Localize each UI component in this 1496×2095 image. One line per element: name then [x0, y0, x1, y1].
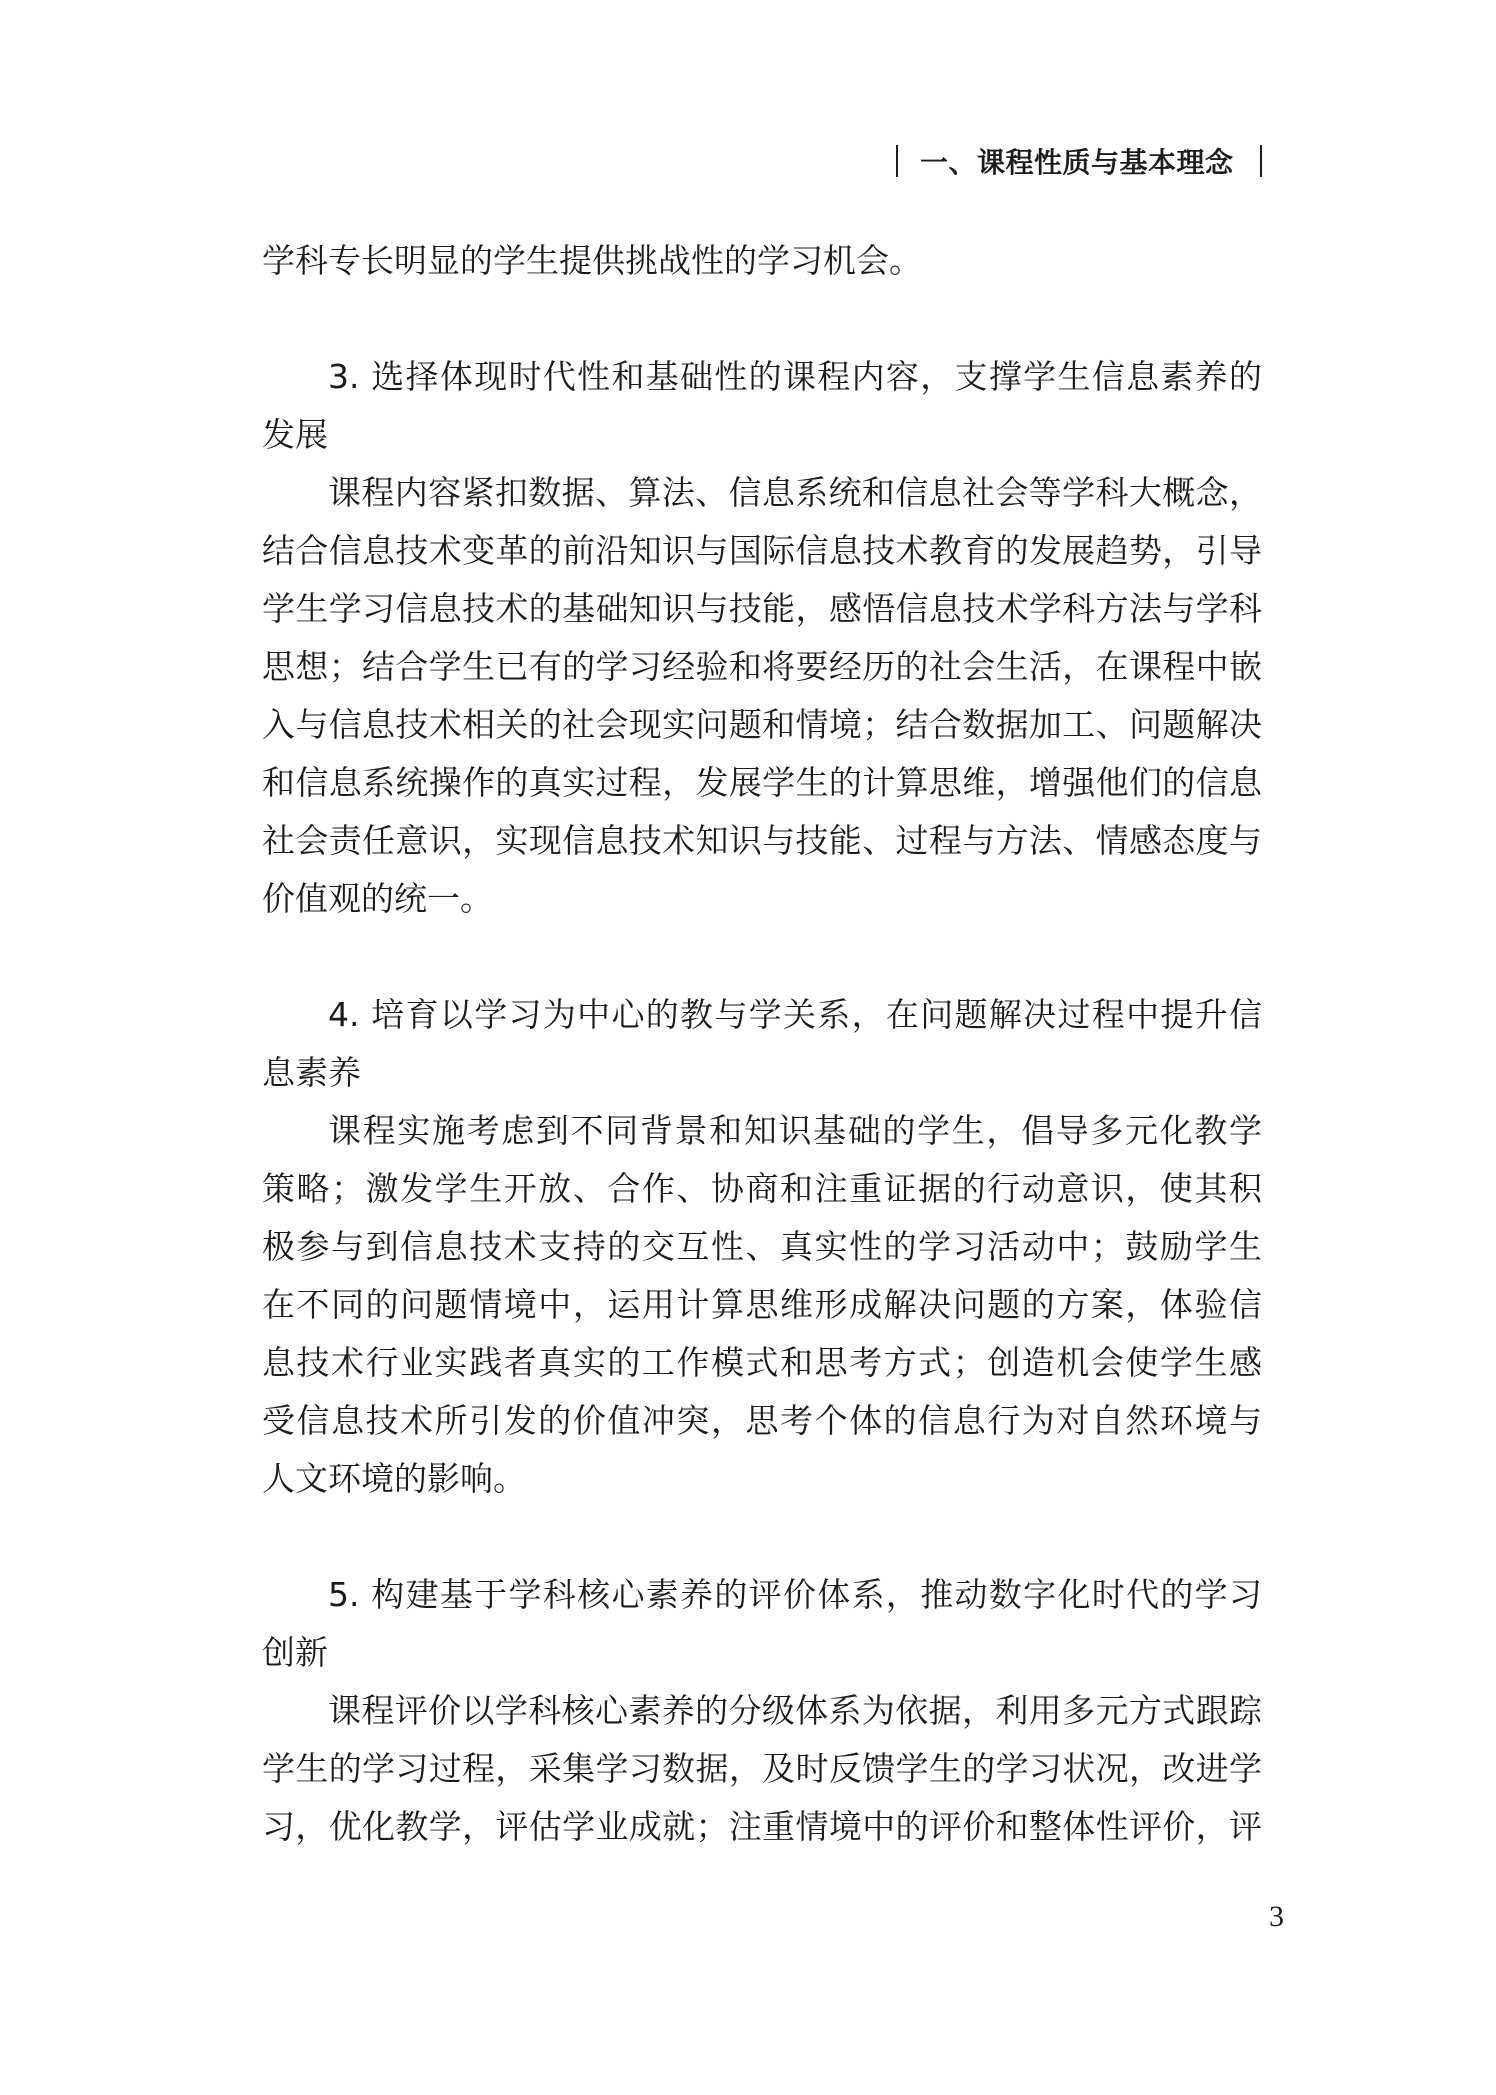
paragraph-line: 息技术行业实践者真实的工作模式和思考方式；创造机会使学生感 — [262, 1343, 1262, 1382]
section-4-heading-line-2: 息素养 — [262, 1053, 361, 1092]
paragraph-line: 思想；结合学生已有的学习经验和将要经历的社会生活，在课程中嵌 — [262, 647, 1262, 686]
paragraph-line: 受信息技术所引发的价值冲突，思考个体的信息行为对自然环境与 — [262, 1401, 1262, 1440]
header-right-rule — [1260, 145, 1262, 177]
section-gap — [262, 1508, 1262, 1566]
section-3-paragraph — [262, 464, 1262, 928]
page-number: 3 — [1269, 1900, 1284, 1933]
section-4-paragraph — [262, 1102, 1262, 1508]
paragraph-line: 学生学习信息技术的基础知识与技能，感悟信息技术学科方法与学科 — [262, 589, 1262, 628]
paragraph-line: 策略；激发学生开放、合作、协商和注重证据的行动意识，使其积 — [262, 1169, 1262, 1208]
paragraph-line: 入与信息技术相关的社会现实问题和情境；结合数据加工、问题解决 — [262, 705, 1262, 744]
header-left-rule — [896, 145, 898, 177]
section-3-heading-line-2: 发展 — [262, 415, 328, 454]
paragraph-line: 社会责任意识，实现信息技术知识与技能、过程与方法、情感态度与 — [262, 821, 1262, 860]
section-gap — [262, 928, 1262, 986]
paragraph-line: 人文环境的影响。 — [262, 1459, 526, 1498]
paragraph-line: 结合信息技术变革的前沿知识与国际信息技术教育的发展趋势，引导 — [262, 531, 1262, 570]
paragraph-line: 价值观的统一。 — [262, 879, 493, 918]
section-5-heading-line-2: 创新 — [262, 1633, 328, 1672]
section-4-heading-line-1: 4. 培育以学习为中心的教与学关系，在问题解决过程中提升信 — [328, 995, 1262, 1034]
page-body — [262, 232, 1262, 1856]
section-5-heading-line-1: 5. 构建基于学科核心素养的评价体系，推动数字化时代的学习 — [328, 1575, 1262, 1614]
header-section-title: 一、课程性质与基本理念 — [920, 146, 1234, 179]
intro-tail-paragraph: 学科专长明显的学生提供挑战性的学习机会。 — [262, 241, 922, 280]
paragraph-line: 在不同的问题情境中，运用计算思维形成解决问题的方案，体验信 — [262, 1285, 1262, 1324]
section-3 — [262, 348, 1262, 928]
paragraph-line: 课程评价以学科核心素养的分级体系为依据，利用多元方式跟踪 — [328, 1691, 1262, 1730]
running-header — [896, 136, 1262, 186]
section-gap — [262, 290, 1262, 348]
paragraph-line: 课程内容紧扣数据、算法、信息系统和信息社会等学科大概念， — [328, 473, 1262, 512]
section-3-heading-line-1: 3. 选择体现时代性和基础性的课程内容，支撑学生信息素养的 — [328, 357, 1262, 396]
section-4 — [262, 986, 1262, 1508]
paragraph-line: 学生的学习过程，采集学习数据，及时反馈学生的学习状况，改进学 — [262, 1749, 1262, 1788]
paragraph-line: 极参与到信息技术支持的交互性、真实性的学习活动中；鼓励学生 — [262, 1227, 1262, 1266]
paragraph-line: 和信息系统操作的真实过程，发展学生的计算思维，增强他们的信息 — [262, 763, 1262, 802]
paragraph-line: 习，优化教学，评估学业成就；注重情境中的评价和整体性评价，评 — [262, 1807, 1262, 1846]
section-5-paragraph — [262, 1682, 1262, 1856]
section-5 — [262, 1566, 1262, 1856]
paragraph-line: 课程实施考虑到不同背景和知识基础的学生，倡导多元化教学 — [328, 1111, 1262, 1150]
